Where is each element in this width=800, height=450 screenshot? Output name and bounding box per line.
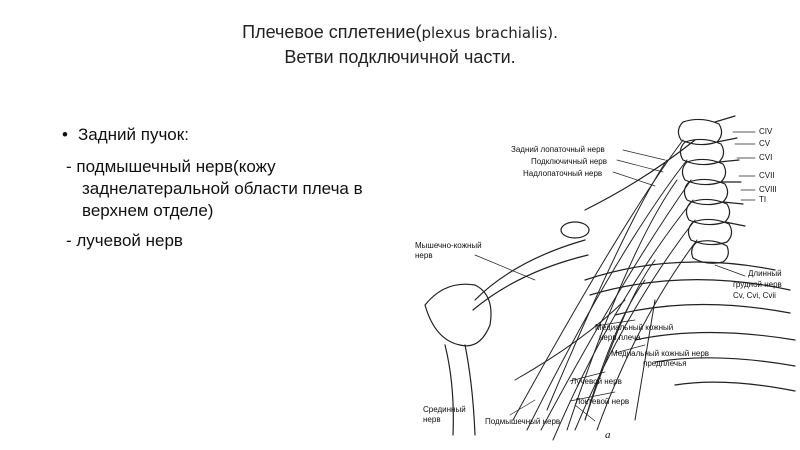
- label-c5: CV: [759, 139, 771, 148]
- label-suprascapular: Надлопаточный нерв: [523, 169, 603, 178]
- figure-letter: а: [605, 429, 611, 441]
- bullet-item-axillary: - подмышечный нерв(кожу заднелатеральной области плеча в верхнем отделе): [66, 157, 363, 220]
- label-dorsal-scapular: Задний лопаточный нерв: [511, 145, 605, 154]
- label-subclavian: Подключичный нерв: [531, 157, 608, 166]
- label-musculocutaneous-2: нерв: [415, 251, 433, 260]
- label-long-thoracic-2: грудной нерв: [733, 280, 782, 289]
- label-med-cut-forearm-1: Медиальный кожный нерв: [611, 349, 710, 358]
- nerve-bundles: [513, 140, 697, 440]
- label-med-cut-forearm-2: предплечья: [643, 359, 687, 368]
- slide-title: [0, 20, 800, 69]
- label-t1: TI: [759, 195, 767, 204]
- label-ulnar: Локтевой нерв: [575, 397, 630, 406]
- title-main: Плечевое сплетение(: [242, 22, 422, 42]
- label-long-thoracic-1: Длинный: [748, 269, 782, 278]
- shoulder-bones: [425, 140, 695, 435]
- label-median-2: нерв: [423, 415, 441, 424]
- vertebral-column: [678, 116, 745, 263]
- title-line-1: [0, 20, 800, 45]
- label-c8: CVIII: [759, 185, 777, 194]
- bullet-item-radial: - лучевой нерв: [66, 231, 183, 250]
- brachial-plexus-illustration: [415, 100, 800, 450]
- title-latin: plexus brachialis).: [421, 24, 558, 42]
- bullet-list: [62, 124, 402, 254]
- label-radial: Лучевой нерв: [571, 377, 622, 386]
- label-long-thoracic-3: Cv, Cvi, Cvii: [733, 291, 776, 300]
- label-axillary: Подмышечный нерв: [485, 417, 561, 426]
- label-med-cut-arm-2: нерв плеча: [599, 333, 641, 342]
- label-median-1: Срединный: [423, 405, 466, 414]
- title-line-2: Ветви подключичной части.: [284, 47, 516, 67]
- label-musculocutaneous-1: Мышечно-кожный: [415, 241, 482, 250]
- label-c6: CVI: [759, 153, 773, 162]
- label-med-cut-arm-1: Медиальный кожный: [595, 323, 674, 332]
- label-c4: CIV: [759, 127, 773, 136]
- bullet-heading: • Задний пучок:: [62, 124, 402, 146]
- label-c7: CVII: [759, 171, 775, 180]
- anatomy-drawing: [415, 100, 800, 450]
